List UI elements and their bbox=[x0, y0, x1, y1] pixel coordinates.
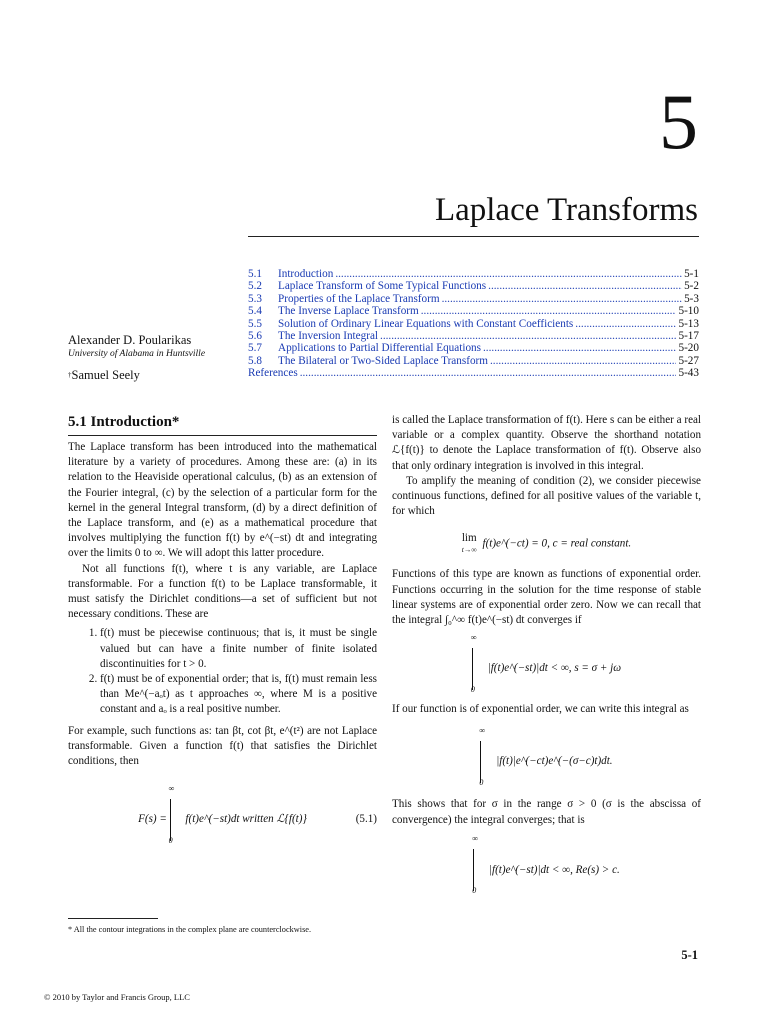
toc-title: The Inversion Integral bbox=[278, 330, 379, 343]
toc-number: 5.8 bbox=[248, 354, 262, 367]
chapter-number: 5 bbox=[659, 78, 698, 165]
author-name: Alexander D. Poularikas bbox=[68, 333, 192, 347]
integral-lower: 0 bbox=[470, 684, 475, 694]
limit-subscript: t→∞ bbox=[461, 545, 477, 555]
right-column bbox=[392, 413, 701, 896]
toc-leader bbox=[442, 293, 683, 305]
toc-entry-5-7[interactable] bbox=[248, 342, 699, 354]
toc-title: The Inverse Laplace Transform bbox=[278, 305, 419, 318]
toc-page: 5-3 bbox=[684, 292, 699, 305]
equation-abscissa bbox=[392, 834, 701, 896]
toc-entry-5-2[interactable] bbox=[248, 280, 699, 292]
chapter-title: Laplace Transforms bbox=[434, 192, 698, 228]
limit-operator bbox=[462, 533, 477, 555]
toc-title: Introduction bbox=[278, 268, 334, 280]
toc-title: Laplace Transform of Some Typical Functions bbox=[278, 280, 487, 293]
copyright-notice: © 2010 by Taylor and Francis Group, LLC bbox=[44, 992, 190, 1002]
title-rule bbox=[248, 236, 699, 237]
footnote: * All the contour integrations in the complex plane are counterclockwise. bbox=[68, 925, 312, 934]
section-heading: 5.1 Introduction* bbox=[68, 413, 377, 436]
toc-number: 5.2 bbox=[248, 280, 262, 293]
paragraph: Not all functions f(t), where t is any variable, are Laplace transformable. For a function f(t) to be Laplace transformable, it must satisfy the Dirichlet conditions—a set of sufficient but not necessary conditions. These are bbox=[68, 562, 377, 621]
footnote-rule bbox=[68, 918, 158, 919]
integral-lower: 0 bbox=[168, 835, 173, 845]
integral-upper: ∞ bbox=[470, 632, 477, 642]
toc-number: 5.6 bbox=[248, 330, 262, 343]
equation-convergence bbox=[392, 632, 701, 694]
list-item: 2. f(t) must be of exponential order; that is, f(t) must remain less than Me^(−aₒt) as t approaches ∞, where M is a positive constant and aₒ is a real positive number. bbox=[100, 672, 377, 718]
equation-body: f(t)e^(−st)dt written ℒ{f(t)} bbox=[185, 813, 307, 826]
toc-number: 5.3 bbox=[248, 292, 262, 305]
toc-number: 5.5 bbox=[248, 317, 262, 330]
author-name-2 bbox=[68, 368, 243, 383]
integral-sign bbox=[470, 632, 481, 694]
integral-sign bbox=[168, 783, 179, 845]
paragraph: Functions of this type are known as functions of exponential order. Functions occurring in the solution for the time response of stable linear systems are of exponential order zero. Now we can recall that the integral ∫₀^∞ f(t)e^(−st) dt converges if bbox=[392, 568, 701, 627]
equation-exponential bbox=[392, 725, 701, 787]
equation-body: f(t)e^(−ct) = 0, c = real constant. bbox=[482, 537, 632, 550]
equation-body: |f(t)|e^(−ct)e^(−(σ−c)t)dt. bbox=[496, 755, 613, 768]
toc-entry-5-6[interactable] bbox=[248, 330, 699, 342]
deceased-mark: † bbox=[68, 371, 72, 379]
equation-number: (5.1) bbox=[355, 813, 377, 826]
equation-body: |f(t)e^(−st)|dt < ∞, Re(s) > c. bbox=[488, 863, 620, 876]
paragraph: To amplify the meaning of condition (2), we consider piecewise continuous functions, defined for all positive values of the variable t, for which bbox=[392, 474, 701, 518]
toc-page: 5-13 bbox=[678, 317, 699, 330]
toc-leader bbox=[488, 280, 682, 292]
toc-page: 5-27 bbox=[678, 354, 699, 367]
toc-number: 5.4 bbox=[248, 305, 262, 318]
equation-5-1 bbox=[68, 783, 377, 847]
toc-page: 5-1 bbox=[684, 268, 699, 280]
integral-sign bbox=[472, 834, 482, 896]
toc-page: 5-17 bbox=[678, 330, 699, 343]
paragraph: This shows that for σ in the range σ > 0 (σ is the abscissa of convergence) the integral converges; that is bbox=[392, 798, 701, 826]
integral-upper: ∞ bbox=[479, 725, 486, 735]
toc-leader bbox=[483, 342, 676, 354]
toc-leader bbox=[300, 367, 677, 379]
paragraph: If our function is of exponential order, we can write this integral as bbox=[392, 703, 689, 716]
toc-entry-5-3[interactable] bbox=[248, 293, 699, 305]
integral-lower: 0 bbox=[472, 886, 477, 896]
author-block bbox=[68, 333, 243, 383]
toc-entry-5-1[interactable] bbox=[248, 268, 699, 280]
toc-title: Applications to Partial Differential Equations bbox=[278, 342, 481, 355]
paragraph: is called the Laplace transformation of f(t). Here s can be either a real variable or a complex quantity. Observe the shorthand notation ℒ{f(t)} to denote the Laplace transformation of f(t). Observe also that only ordinary integration is involved in this integral. bbox=[392, 414, 701, 472]
toc-entry-references[interactable] bbox=[248, 367, 699, 379]
limit-label: lim bbox=[461, 532, 477, 545]
author-name-2-text: Samuel Seely bbox=[71, 368, 140, 382]
page-number: 5-1 bbox=[681, 948, 698, 962]
toc-entry-5-4[interactable] bbox=[248, 305, 699, 317]
toc-title: Properties of the Laplace Transform bbox=[278, 292, 440, 305]
paragraph: For example, such functions as: tan βt, cot βt, e^(t²) are not Laplace transformable. Given a function f(t) that satisfies the Dirichlet conditions, then bbox=[68, 724, 377, 768]
toc-entry-5-8[interactable] bbox=[248, 355, 699, 367]
toc-number: 5.1 bbox=[248, 268, 262, 280]
toc-leader bbox=[380, 330, 676, 342]
toc-page: 5-43 bbox=[678, 367, 699, 380]
integral-upper: ∞ bbox=[472, 834, 478, 844]
toc-leader bbox=[421, 305, 677, 317]
integral-sign bbox=[479, 725, 489, 787]
paragraph: The Laplace transform has been introduced into the mathematical literature by a variety of procedures. Among these are: (a) in its relation to the Heaviside operational calculus, (b) as an extension of the Fourier integral, (c) by the selection of a particular form for the kernel in the general Integral transform, (d) by a direct definition of the Laplace transform, and (e) as a mathematical procedure that involves multiplying the function f(t) by e^(−st) dt and integrating over the limits 0 to ∞. We will adopt this latter procedure. bbox=[68, 441, 377, 560]
toc-number: 5.7 bbox=[248, 342, 262, 355]
toc-entry-5-5[interactable] bbox=[248, 318, 699, 330]
equation-body: |f(t)e^(−st)|dt < ∞, s = σ + jω bbox=[487, 662, 622, 675]
toc-page: 5-10 bbox=[678, 305, 699, 318]
toc-page: 5-20 bbox=[678, 342, 699, 355]
integral-lower: 0 bbox=[479, 777, 484, 787]
table-of-contents bbox=[248, 268, 699, 380]
conditions-list bbox=[68, 626, 377, 717]
toc-title: The Bilateral or Two-Sided Laplace Transform bbox=[278, 354, 488, 367]
list-item: 1. f(t) must be piecewise continuous; that is, it must be single valued but can have a finite number of finite isolated discontinuities for t > 0. bbox=[100, 626, 377, 672]
toc-title: References bbox=[248, 367, 298, 380]
toc-page: 5-2 bbox=[684, 280, 699, 293]
toc-leader bbox=[575, 318, 676, 330]
equation-limit bbox=[392, 533, 701, 555]
toc-leader bbox=[490, 355, 677, 367]
author-affiliation: University of Alabama in Huntsville bbox=[68, 349, 206, 359]
toc-title: Solution of Ordinary Linear Equations with Constant Coefficients bbox=[278, 317, 574, 330]
equation-lhs: F(s) = bbox=[138, 813, 167, 826]
left-column bbox=[68, 413, 377, 847]
integral-upper: ∞ bbox=[168, 783, 175, 793]
toc-leader bbox=[335, 268, 682, 280]
